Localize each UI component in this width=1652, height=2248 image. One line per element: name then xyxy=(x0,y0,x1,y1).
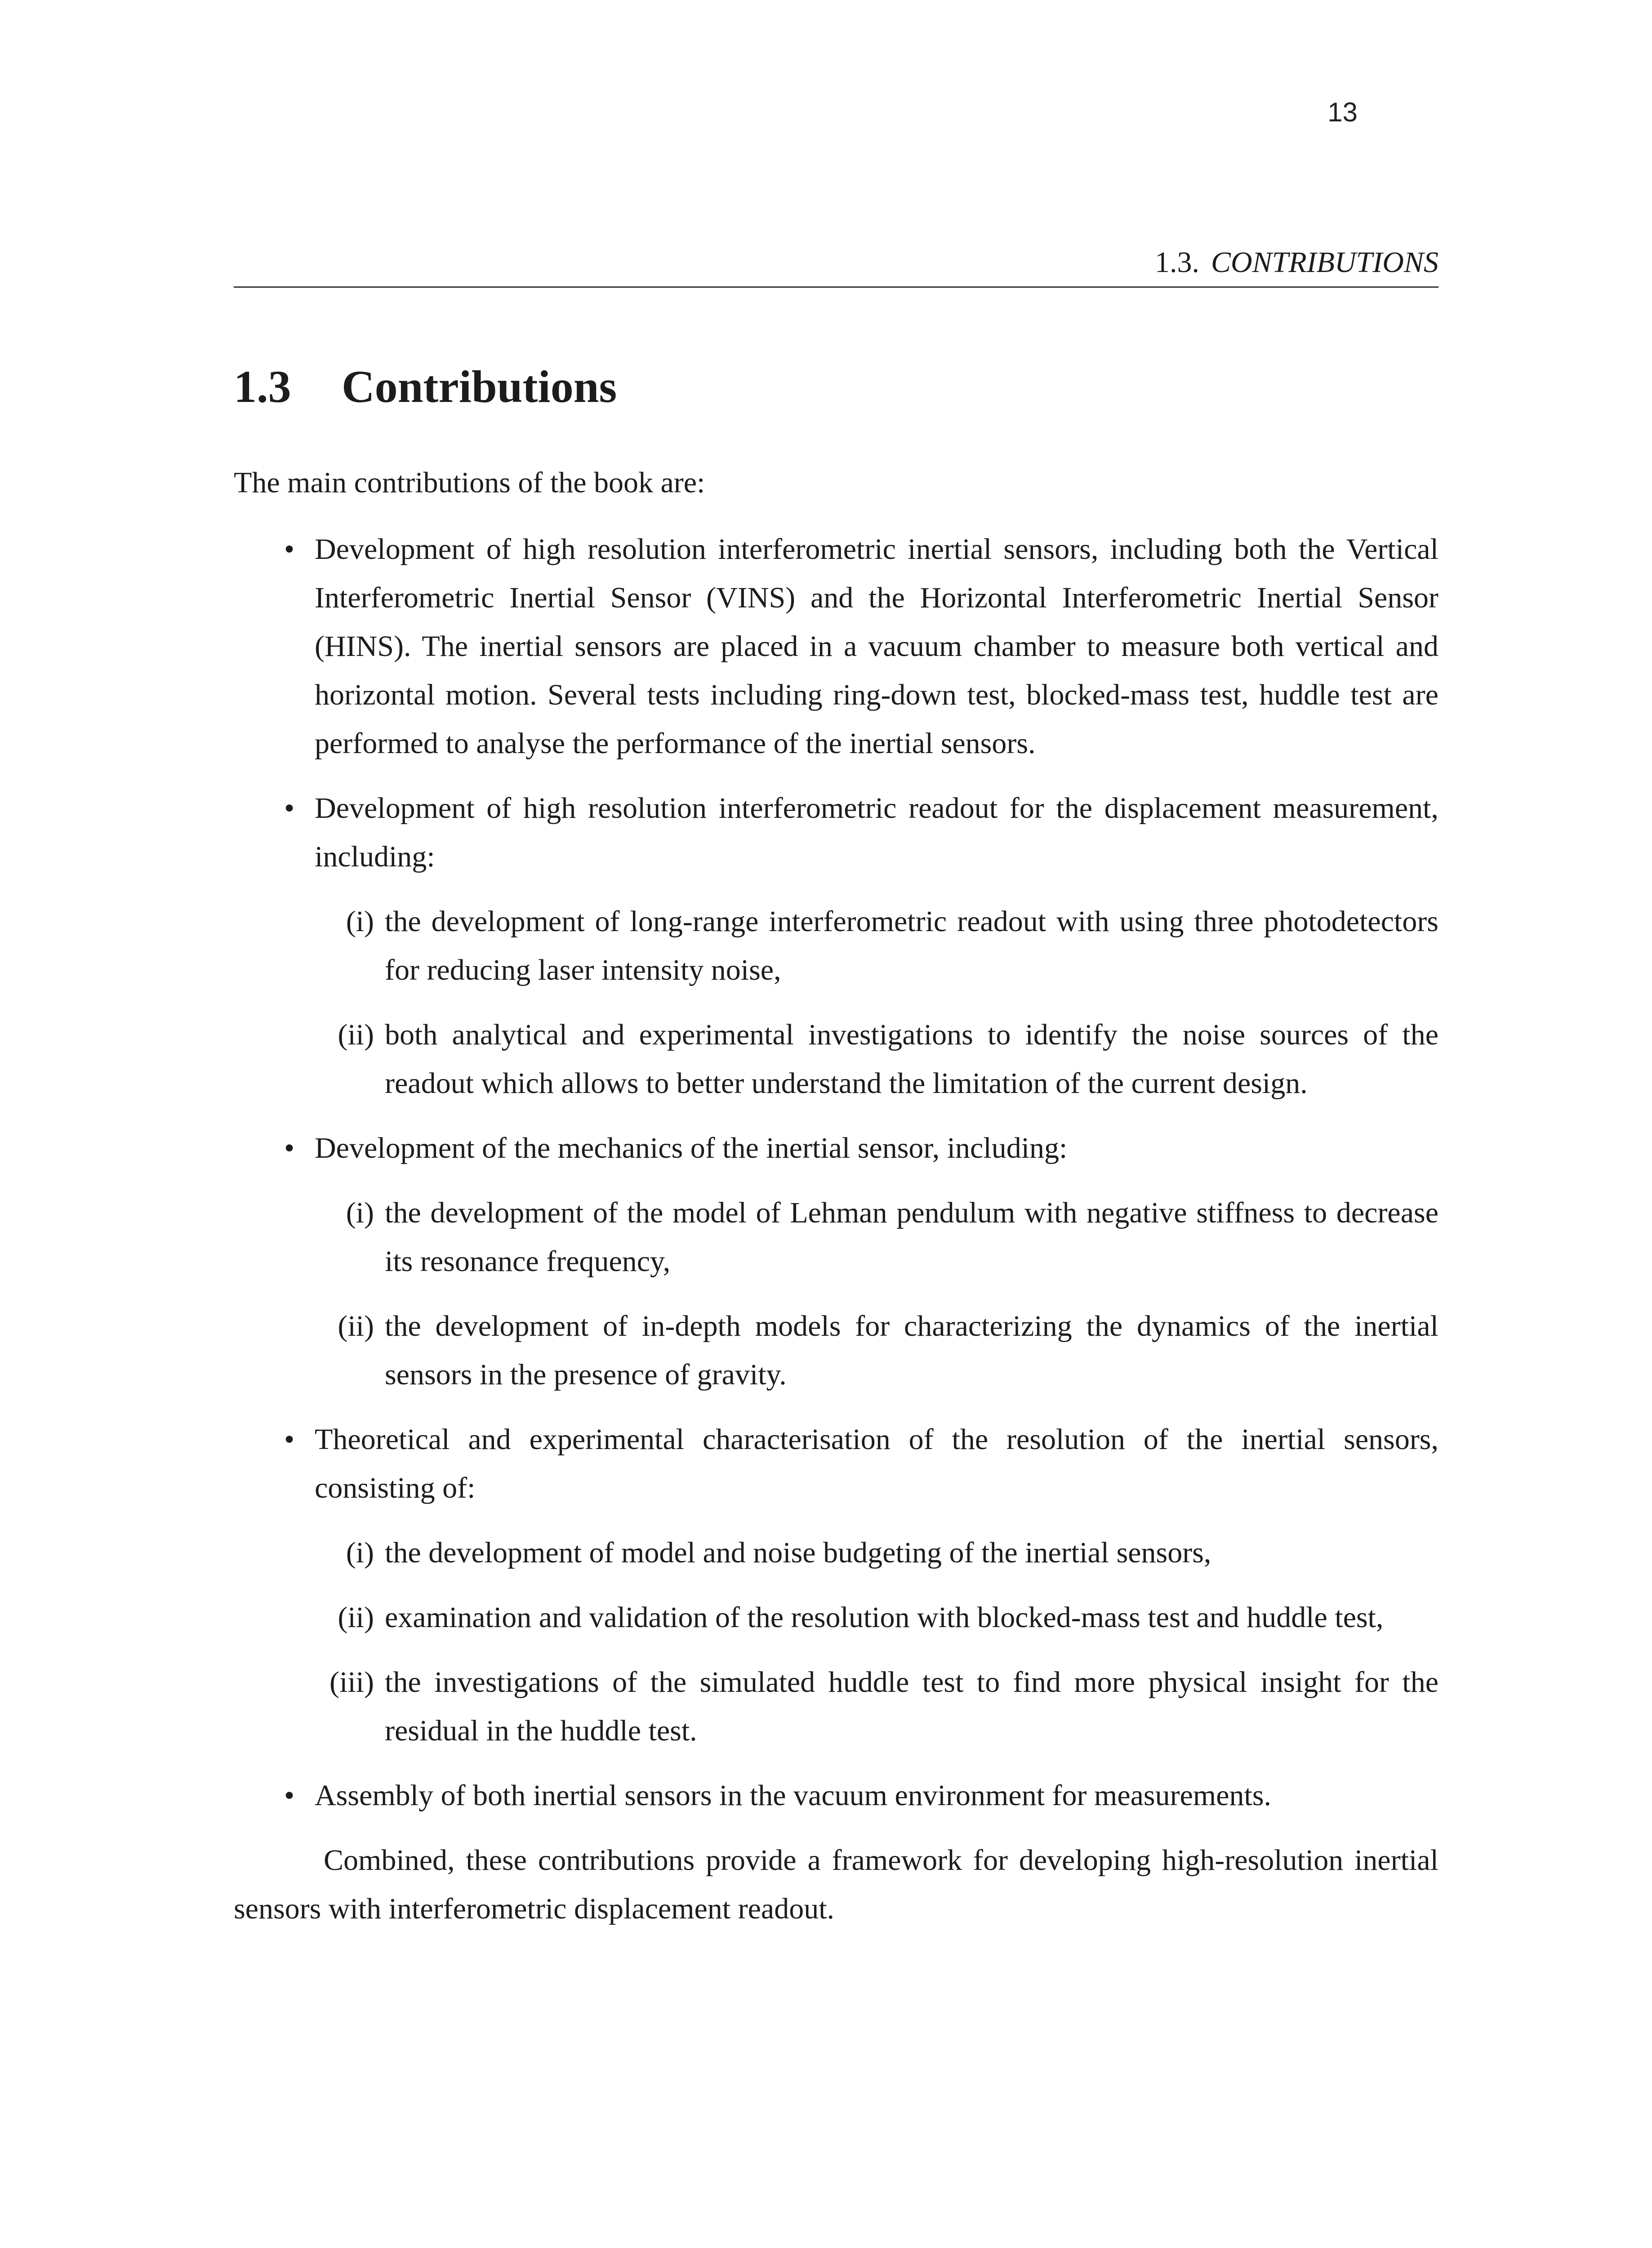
sub-item xyxy=(315,1189,1438,1286)
page-number: 13 xyxy=(1327,97,1358,127)
contribution-text: Assembly of both inertial sensors in the vacuum environment for measurements. xyxy=(315,1779,1272,1812)
page-content xyxy=(234,360,1438,1933)
contribution-text: Development of high resolution interferometric readout for the displacement measurement, including: xyxy=(315,792,1438,874)
sub-list xyxy=(315,1529,1438,1755)
section-heading xyxy=(234,360,1438,415)
sub-item-label: (i) xyxy=(346,1196,374,1230)
sub-item-text: the development of long-range interferometric readout with using three photodetectors for reducing laser intensity noise, xyxy=(385,905,1438,987)
contributions-list xyxy=(234,525,1438,1820)
sub-item-text: the development of the model of Lehman pendulum with negative stiffness to decrease its resonance frequency, xyxy=(385,1196,1438,1278)
sub-item-label: (ii) xyxy=(338,1018,374,1052)
section-title: Contributions xyxy=(342,361,617,412)
contribution-item xyxy=(234,1124,1438,1399)
sub-item-label: (ii) xyxy=(338,1601,374,1634)
sub-item-text: the development of in-depth models for characterizing the dynamics of the inertial sensors in the presence of gravity. xyxy=(385,1310,1438,1392)
sub-item-text: the development of model and noise budgeting of the inertial sensors, xyxy=(385,1536,1211,1570)
sub-item xyxy=(315,1302,1438,1399)
running-header-text xyxy=(1155,245,1438,280)
running-header-section-title: CONTRIBUTIONS xyxy=(1211,246,1438,279)
running-header xyxy=(234,243,1438,288)
sub-item-label: (i) xyxy=(346,1536,374,1570)
contribution-text: Theoretical and experimental characterisation of the resolution of the inertial sensors, consisting of: xyxy=(315,1423,1438,1505)
sub-item xyxy=(315,1529,1438,1577)
closing-paragraph: Combined, these contributions provide a framework for developing high-resolution inertial sensors with interferometric displacement readout. xyxy=(234,1844,1438,1926)
sub-list xyxy=(315,1189,1438,1399)
running-header-section-number: 1.3. xyxy=(1154,246,1199,279)
sub-item xyxy=(315,1011,1438,1108)
sub-item-text: the investigations of the simulated huddle test to find more physical insight for the residual in the huddle test. xyxy=(385,1666,1438,1748)
sub-item xyxy=(315,1593,1438,1642)
contribution-text: Development of the mechanics of the inertial sensor, including: xyxy=(315,1132,1068,1165)
sub-item-text: examination and validation of the resolution with blocked-mass test and huddle test, xyxy=(385,1601,1384,1634)
intro-paragraph: The main contributions of the book are: xyxy=(234,466,705,500)
sub-item xyxy=(315,1658,1438,1755)
sub-item-label: (iii) xyxy=(330,1666,374,1699)
contribution-item xyxy=(234,1415,1438,1755)
contribution-text: Development of high resolution interferometric inertial sensors, including both the Vertical Interferometric Inertial Sensor (VINS) and the Horizontal Interferometric Inertial Sensor (HINS). The inertial sensors are placed in a vacuum chamber to measure both vertical and horizontal motion. Several tests including ring-down test, blocked-mass test, huddle test are performed to analyse the performance of the inertial sensors. xyxy=(315,533,1438,760)
sub-item-text: both analytical and experimental investigations to identify the noise sources of the readout which allows to better understand the limitation of the current design. xyxy=(385,1018,1438,1100)
contribution-item xyxy=(234,784,1438,1108)
section-number: 1.3 xyxy=(234,361,291,412)
sub-item-label: (ii) xyxy=(338,1310,374,1343)
contribution-item xyxy=(234,1771,1438,1820)
sub-item xyxy=(315,897,1438,995)
sub-item-label: (i) xyxy=(346,905,374,938)
sub-list xyxy=(315,897,1438,1108)
contribution-item xyxy=(234,525,1438,768)
